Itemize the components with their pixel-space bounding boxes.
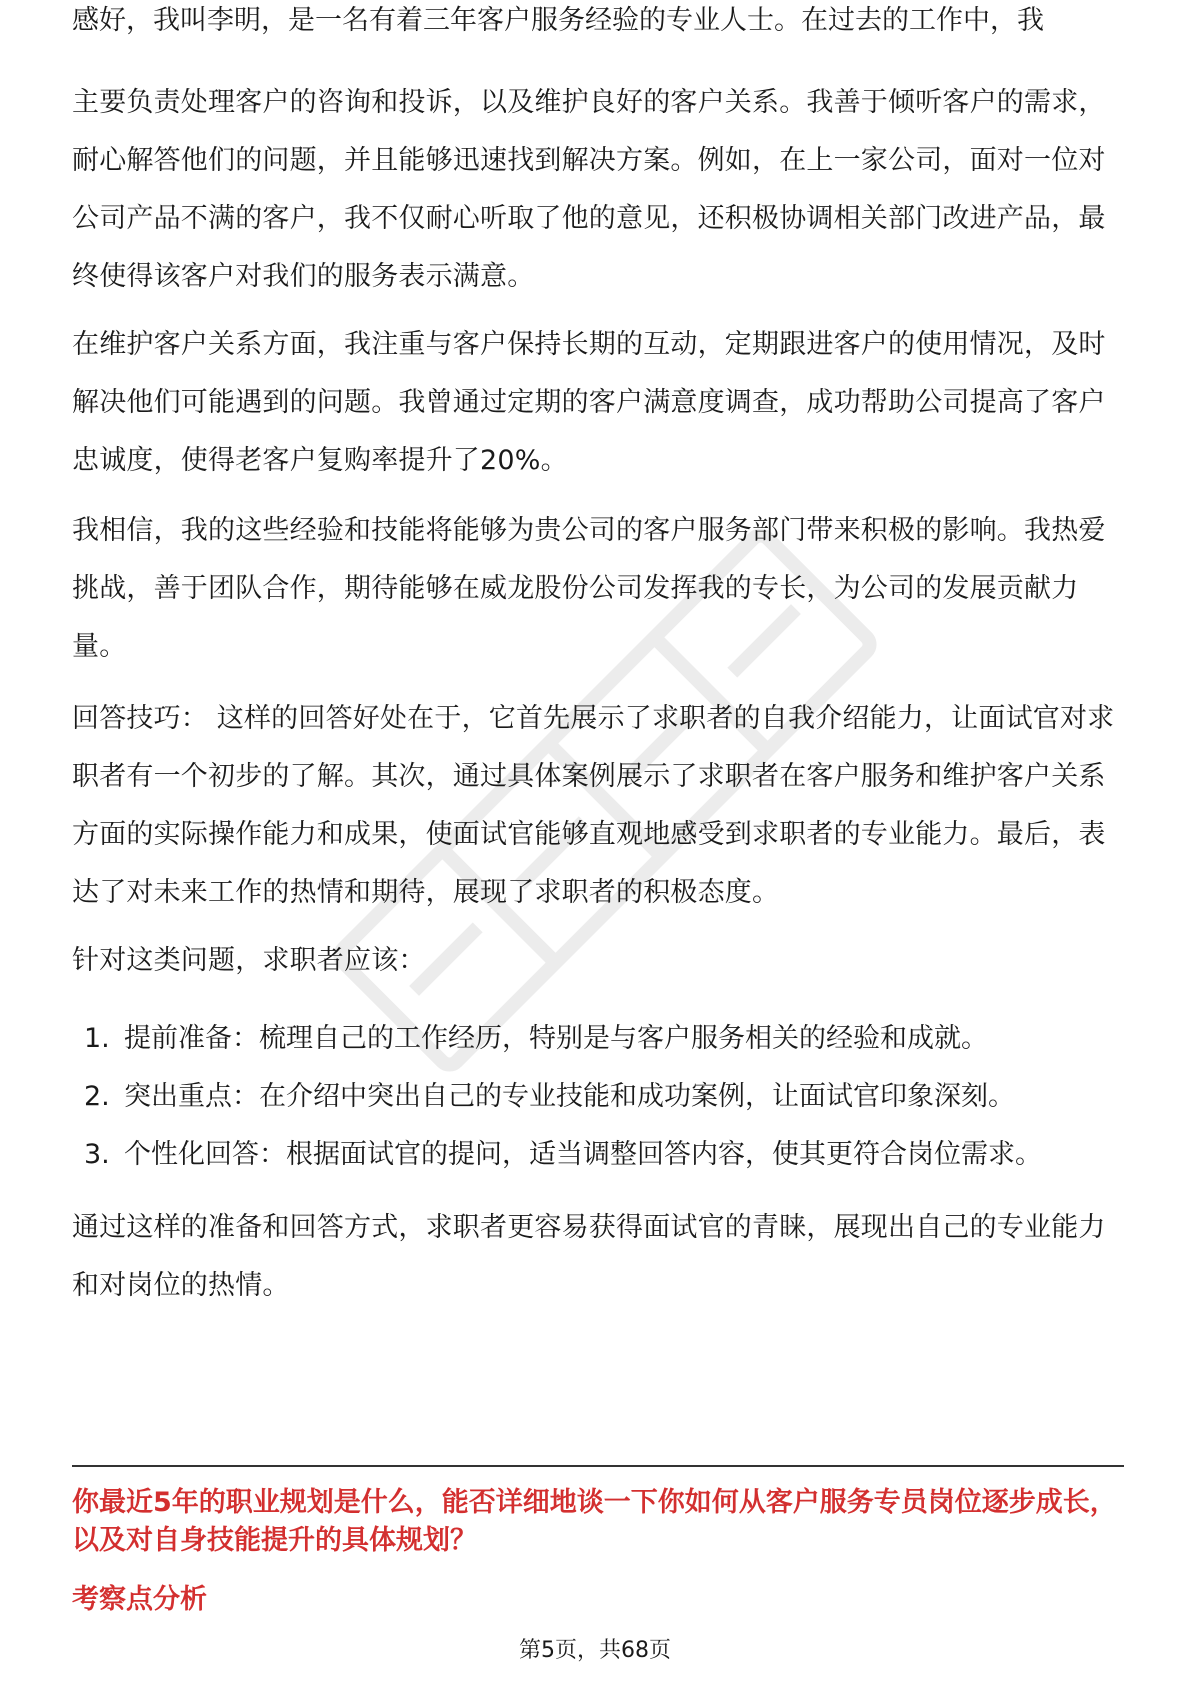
paragraph-conclusion (72, 1199, 1124, 1315)
paragraph-answer-tips (72, 690, 1124, 922)
section-divider (72, 1465, 1124, 1467)
paragraph-text: 主要负责处理客户的咨询和投诉，以及维护良好的客户关系。我善于倾听客户的需求，耐心解答他们的问题，并且能够迅速找到解决方案。例如，在上一家公司，面对一位对公司产品不满的客户，我不仅耐心听取了他的意见，还积极协调相关部门改进产品，最终使得该客户对我们的服务表示满意。 (72, 87, 1106, 292)
cut-off-text-line: 感好，我叫李明，是一名有着三年客户服务经验的专业人士。在过去的工作中，我 (72, 5, 1044, 36)
section-title: 考察点分析 (72, 1584, 207, 1615)
next-question-heading: 你最近5年的职业规划是什么，能否详细地谈一下你如何从客户服务专员岗位逐步成长，以及对自身技能提升的具体规划？ (72, 1487, 1117, 1556)
page-footer: 第5页，共68页 (519, 1638, 671, 1663)
paragraph-experience (72, 74, 1124, 306)
paragraph-closing-statement (72, 502, 1124, 676)
paragraph-text: 回答技巧： 这样的回答好处在于，它首先展示了求职者的自我介绍能力，让面试官对求职者有一个初步的了解。其次，通过具体案例展示了求职者在客户服务和维护客户关系方面的实际操作能力和成果，使面试官能够直观地感受到求职者的专业能力。最后，表达了对未来工作的热情和期待，展现了求职者的积极态度。 (72, 703, 1115, 908)
paragraph-text: 在维护客户关系方面，我注重与客户保持长期的互动，定期跟进客户的使用情况，及时解决他们可能遇到的问题。我曾通过定期的客户满意度调查，成功帮助公司提高了客户忠诚度，使得老客户复购率提升了20%。 (72, 329, 1106, 476)
list-number: 2. (84, 1081, 110, 1112)
list-item (72, 1136, 1124, 1174)
paragraph-text: 通过这样的准备和回答方式，求职者更容易获得面试官的青睐，展现出自己的专业能力和对岗位的热情。 (72, 1212, 1106, 1301)
paragraph-text: 我相信，我的这些经验和技能将能够为贵公司的客户服务部门带来积极的影响。我热爱挑战，善于团队合作，期待能够在威龙股份公司发挥我的专长，为公司的发展贡献力量。 (72, 515, 1106, 662)
list-item-text: 个性化回答：根据面试官的提问，适当调整回答内容，使其更符合岗位需求。 (124, 1139, 1042, 1170)
paragraph-text: 针对这类问题，求职者应该： (72, 945, 426, 976)
list-number: 1. (84, 1023, 110, 1054)
list-item (72, 1078, 1124, 1116)
list-item (72, 1020, 1124, 1058)
paragraph-intro-list (72, 932, 1124, 990)
paragraph-customer-relations (72, 316, 1124, 490)
list-item-text: 提前准备：梳理自己的工作经历，特别是与客户服务相关的经验和成就。 (124, 1023, 988, 1054)
list-item-text: 突出重点：在介绍中突出自己的专业技能和成功案例，让面试官印象深刻。 (124, 1081, 1015, 1112)
list-number: 3. (84, 1139, 110, 1170)
advice-list (72, 1020, 1124, 1194)
